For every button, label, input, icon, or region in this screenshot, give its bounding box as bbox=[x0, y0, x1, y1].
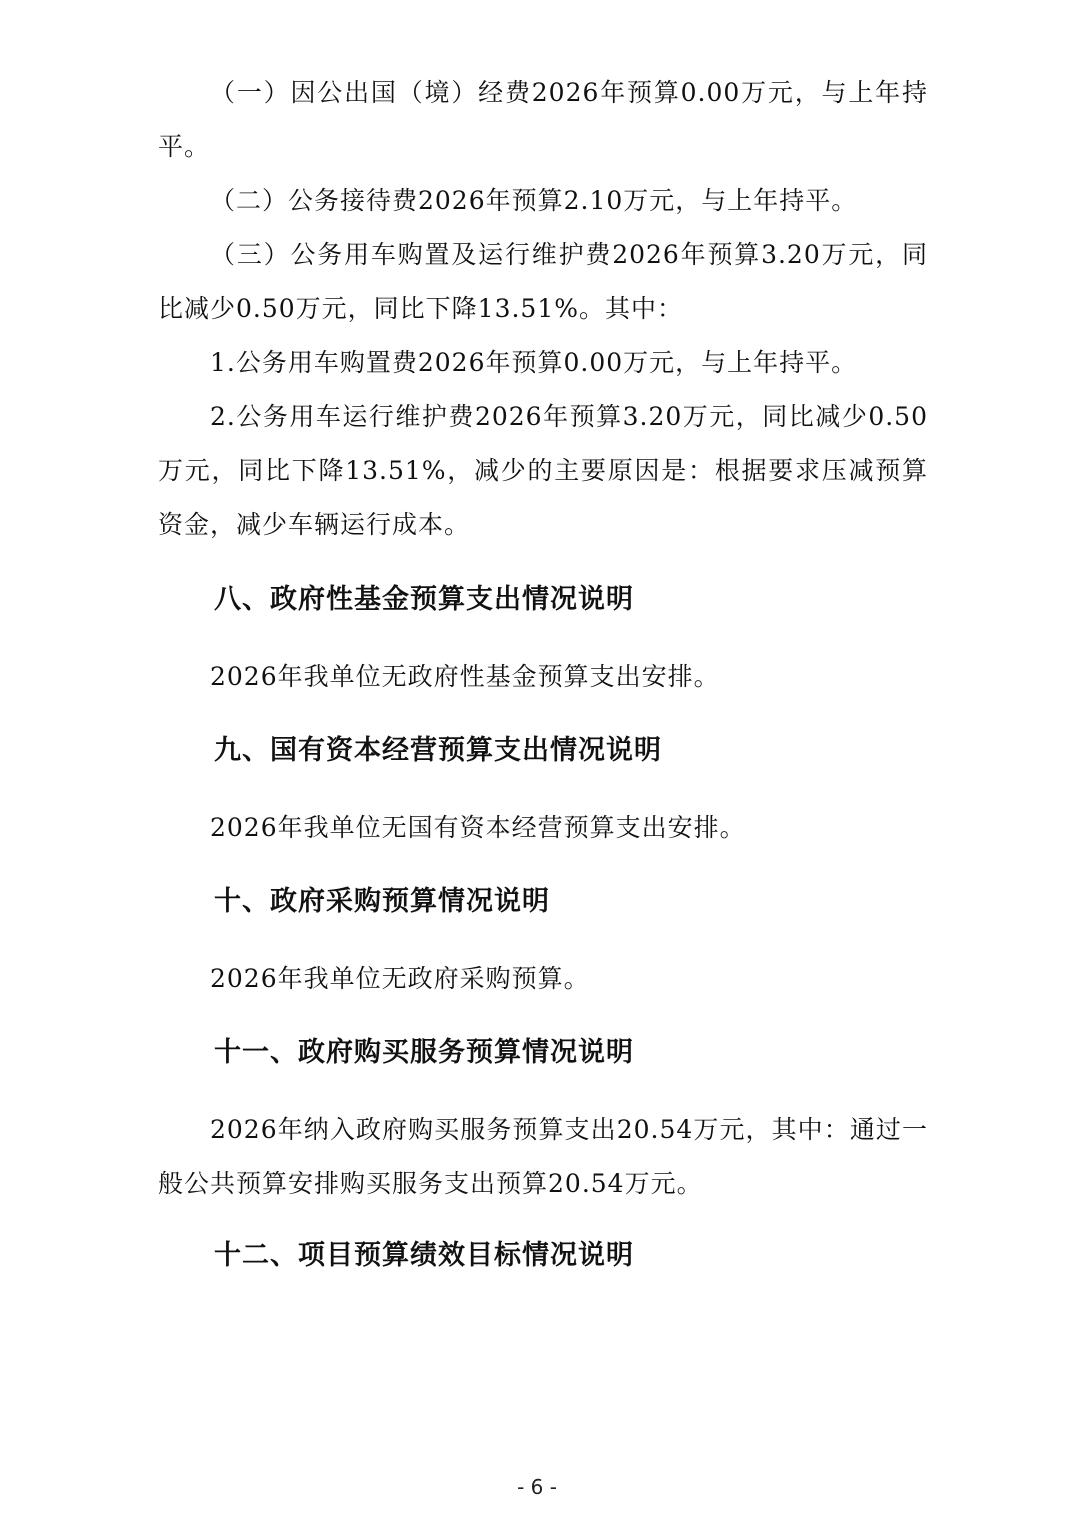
heading-procurement-budget: 十、政府采购预算情况说明 bbox=[214, 886, 550, 917]
paragraph-purchased-services-budget: 2026年纳入政府购买服务预算支出20.54万元，其中：通过一般公共预算安排购买服务支出预算20.54万元。 bbox=[158, 1115, 928, 1198]
heading-purchased-services-budget: 十一、政府购买服务预算情况说明 bbox=[214, 1037, 634, 1068]
paragraph-vehicle-expense: （三）公务用车购置及运行维护费2026年预算3.20万元，同比减少0.50万元，同比下降13.51%。其中： bbox=[158, 240, 928, 323]
page-number: - 6 - bbox=[517, 1475, 557, 1499]
paragraph-procurement-budget: 2026年我单位无政府采购预算。 bbox=[210, 964, 590, 993]
heading-government-fund-budget: 八、政府性基金预算支出情况说明 bbox=[214, 584, 634, 615]
paragraph-vehicle-maintenance: 2.公务用车运行维护费2026年预算3.20万元，同比减少0.50万元，同比下降13.51%，减少的主要原因是：根据要求压减预算资金，减少车辆运行成本。 bbox=[158, 402, 928, 539]
paragraph-government-fund-budget: 2026年我单位无政府性基金预算支出安排。 bbox=[210, 662, 720, 691]
paragraph-state-capital-budget: 2026年我单位无国有资本经营预算支出安排。 bbox=[210, 813, 746, 842]
heading-state-capital-budget: 九、国有资本经营预算支出情况说明 bbox=[214, 735, 662, 766]
paragraph-outbound-travel-expense: （一）因公出国（境）经费2026年预算0.00万元，与上年持平。 bbox=[158, 78, 928, 161]
heading-performance-targets: 十二、项目预算绩效目标情况说明 bbox=[214, 1240, 634, 1271]
paragraph-vehicle-purchase: 1.公务用车购置费2026年预算0.00万元，与上年持平。 bbox=[210, 348, 858, 377]
paragraph-reception-expense: （二）公务接待费2026年预算2.10万元，与上年持平。 bbox=[210, 186, 858, 215]
